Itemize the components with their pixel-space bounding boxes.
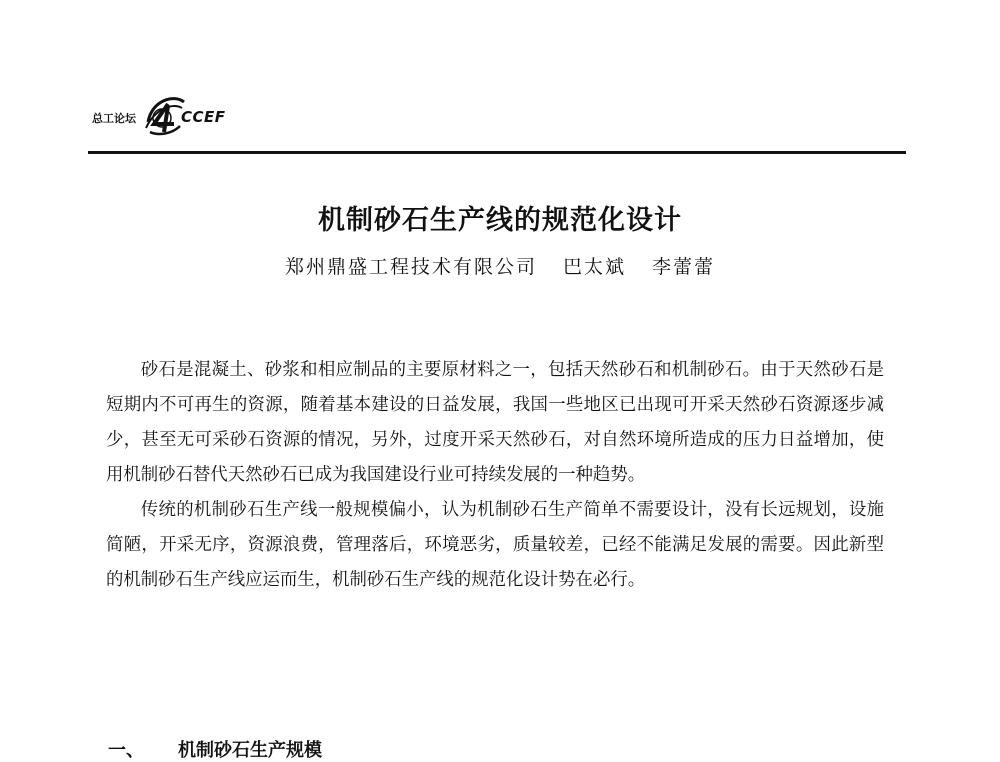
article-body: [106, 353, 884, 598]
section-heading-text: 机制砂石生产规模: [178, 740, 322, 761]
author-name-2: 李蕾蕾: [652, 256, 716, 278]
header-logo: [92, 92, 242, 140]
paragraph: 传统的机制砂石生产线一般规模偏小，认为机制砂石生产简单不需要设计，没有长远规划，设施简陋，开采无序，资源浪费，管理落后，环境恶劣，质量较差，已经不能满足发展的需要。因此新型的机制砂石生产线应运而生，机制砂石生产线的规范化设计势在必行。: [106, 500, 884, 590]
article-title: 机制砂石生产线的规范化设计: [318, 205, 682, 236]
article-byline: [0, 252, 1000, 279]
section-heading: [108, 736, 322, 762]
header-divider: [88, 151, 906, 154]
author-organization: 郑州鼎盛工程技术有限公司: [284, 256, 537, 278]
ccef-emblem-icon: [144, 92, 186, 138]
author-name-1: 巴太斌: [562, 256, 626, 278]
paragraph: 砂石是混凝土、砂浆和相应制品的主要原材料之一，包括天然砂石和机制砂石。由于天然砂石是短期内不可再生的资源，随着基本建设的日益发展，我国一些地区已出现可开采天然砂石资源逐步减少，甚至无可采砂石资源的情况，另外，过度开采天然砂石，对自然环境所造成的压力日益增加，使用机制砂石替代天然砂石已成为我国建设行业可持续发展的一种趋势。: [106, 360, 884, 485]
logo-right-text: CCEF: [181, 108, 226, 126]
section-number: 一、: [108, 740, 144, 761]
logo-left-text: 总工论坛: [92, 112, 136, 125]
